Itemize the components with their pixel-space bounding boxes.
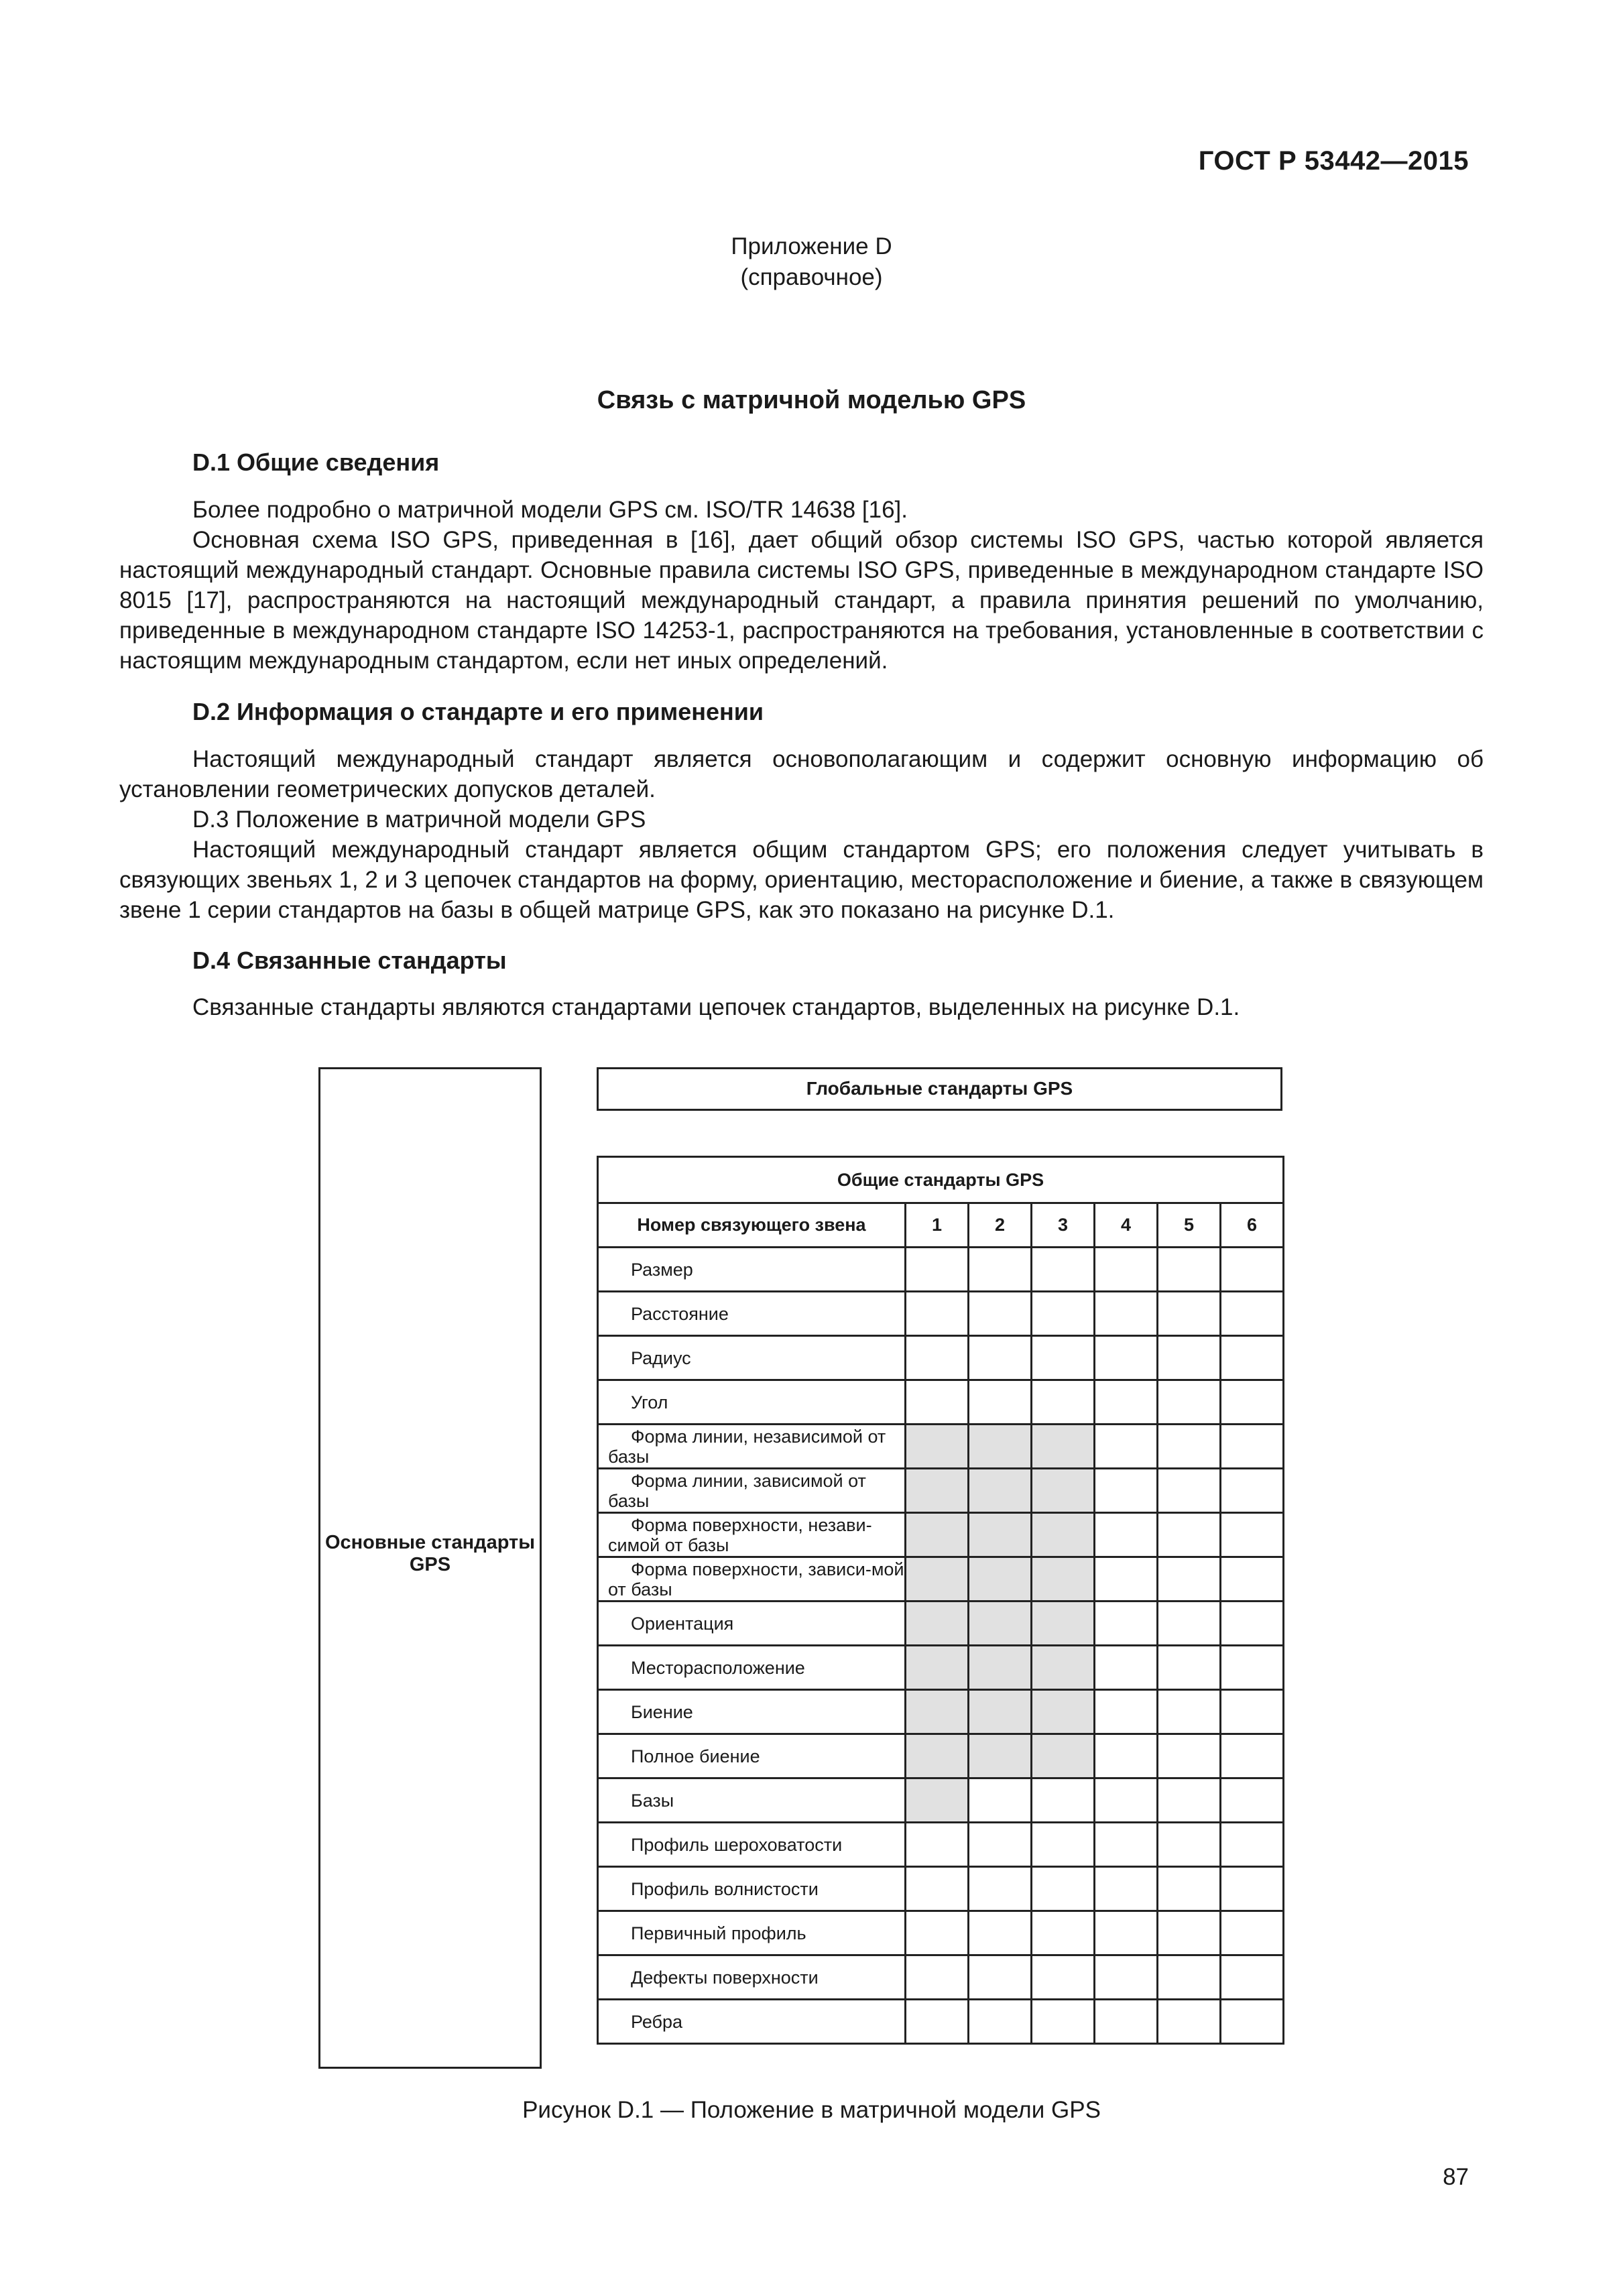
matrix-cell	[1221, 1469, 1284, 1513]
matrix-cell	[1095, 1380, 1158, 1425]
table-row	[598, 1911, 1284, 1955]
gps-matrix-table	[597, 1156, 1284, 2045]
link-column-header: 6	[1221, 1203, 1284, 1248]
matrix-cell	[1095, 1778, 1158, 1823]
table-row	[598, 1248, 1284, 1292]
matrix-cell	[1095, 1734, 1158, 1778]
matrix-cell	[1221, 1336, 1284, 1380]
matrix-cell	[1158, 1867, 1221, 1911]
paragraph: Основная схема ISO GPS, приведенная в [16], дает общий обзор системы ISO GPS, частью которой является настоящий международный стандарт. Основные правила системы ISO GPS, приведенные в международном стандарте ISO 8015 [17], распространяются на настоящий международный стандарт, а правила принятия решений по умолчанию, приведенные в международном стандарте ISO 14253-1, распространяются на требования, установленные в соответствии с настоящим международным стандартом, если нет иных определений.	[119, 527, 1484, 674]
row-label: Радиус	[598, 1336, 906, 1380]
section-d2-title: D.2 Информация о стандарте и его применении	[192, 698, 764, 725]
matrix-cell	[1221, 1248, 1284, 1292]
link-column-header: 3	[1032, 1203, 1095, 1248]
matrix-cell	[969, 1513, 1032, 1557]
matrix-cell	[969, 1778, 1032, 1823]
matrix-cell	[969, 1336, 1032, 1380]
matrix-cell	[969, 1867, 1032, 1911]
matrix-cell	[906, 1911, 969, 1955]
paragraph: Более подробно о матричной модели GPS см. ISO/TR 14638 [16].	[192, 497, 908, 523]
link-number-header: Номер связующего звена	[598, 1203, 906, 1248]
matrix-cell	[1221, 2000, 1284, 2044]
matrix-cell	[1158, 1823, 1221, 1867]
section-d4-title: D.4 Связанные стандарты	[192, 947, 507, 974]
matrix-cell	[1158, 1513, 1221, 1557]
matrix-cell	[969, 1292, 1032, 1336]
row-label: Размер	[598, 1248, 906, 1292]
matrix-cell	[906, 1292, 969, 1336]
matrix-cell	[906, 1248, 969, 1292]
matrix-cell	[1095, 1557, 1158, 1602]
matrix-cell	[1032, 1602, 1095, 1646]
table-row	[598, 1380, 1284, 1425]
matrix-cell	[1158, 2000, 1221, 2044]
matrix-cell	[906, 1425, 969, 1469]
page-number: 87	[1443, 2164, 1469, 2190]
matrix-cell	[1032, 1336, 1095, 1380]
common-standards-header: Общие стандарты GPS	[598, 1157, 1284, 1203]
global-standards-box: Глобальные стандарты GPS	[597, 1067, 1282, 1111]
matrix-cell	[1032, 1911, 1095, 1955]
matrix-cell	[1221, 1867, 1284, 1911]
document-number: ГОСТ Р 53442—2015	[1198, 146, 1469, 176]
matrix-cell	[906, 1557, 969, 1602]
matrix-cell	[1158, 1248, 1221, 1292]
table-row	[598, 1336, 1284, 1380]
matrix-cell	[1221, 1513, 1284, 1557]
basic-standards-box	[318, 1067, 542, 2069]
annex-name: Приложение D	[731, 233, 892, 259]
matrix-cell	[1221, 1557, 1284, 1602]
table-row	[598, 2000, 1284, 2044]
matrix-cell	[1221, 1911, 1284, 1955]
matrix-cell	[969, 1646, 1032, 1690]
matrix-cell	[969, 1911, 1032, 1955]
matrix-cell	[906, 1955, 969, 2000]
matrix-cell	[1221, 1778, 1284, 1823]
table-row	[598, 1602, 1284, 1646]
matrix-cell	[969, 1955, 1032, 2000]
row-label: Форма линии, независимой от базы	[598, 1425, 906, 1469]
row-label: Дефекты поверхности	[598, 1955, 906, 2000]
matrix-cell	[1158, 1469, 1221, 1513]
matrix-cell	[1095, 1248, 1158, 1292]
matrix-cell	[906, 2000, 969, 2044]
link-column-header: 4	[1095, 1203, 1158, 1248]
link-column-header: 5	[1158, 1203, 1221, 1248]
section-d4-body	[119, 992, 1484, 1022]
matrix-cell	[1032, 2000, 1095, 2044]
matrix-cell	[1221, 1690, 1284, 1734]
table-row	[598, 1690, 1284, 1734]
matrix-cell	[906, 1646, 969, 1690]
table-row	[598, 1646, 1284, 1690]
row-label: Форма линии, зависимой от базы	[598, 1469, 906, 1513]
matrix-cell	[1032, 1513, 1095, 1557]
link-column-header: 2	[969, 1203, 1032, 1248]
row-label: Ребра	[598, 2000, 906, 2044]
table-row	[598, 1778, 1284, 1823]
row-label: Форма поверхности, незави-симой от базы	[598, 1513, 906, 1557]
matrix-cell	[969, 1690, 1032, 1734]
matrix-cell	[1095, 1513, 1158, 1557]
matrix-cell	[1158, 1380, 1221, 1425]
table-row	[598, 1292, 1284, 1336]
row-label: Расстояние	[598, 1292, 906, 1336]
section-d1-body	[119, 495, 1484, 676]
matrix-cell	[1032, 1248, 1095, 1292]
table-row	[598, 1513, 1284, 1557]
row-label: Профиль волнистости	[598, 1867, 906, 1911]
table-row	[598, 1955, 1284, 2000]
matrix-cell	[969, 1734, 1032, 1778]
page-title: Связь с матричной моделью GPS	[597, 386, 1026, 414]
matrix-cell	[1221, 1602, 1284, 1646]
matrix-cell	[1032, 1955, 1095, 2000]
row-label: Профиль шероховатости	[598, 1823, 906, 1867]
row-label: Первичный профиль	[598, 1911, 906, 1955]
matrix-cell	[906, 1380, 969, 1425]
matrix-cell	[1032, 1734, 1095, 1778]
matrix-cell	[1032, 1425, 1095, 1469]
matrix-cell	[1095, 1867, 1158, 1911]
matrix-cell	[1158, 1602, 1221, 1646]
matrix-cell	[1032, 1646, 1095, 1690]
paragraph: Связанные стандарты являются стандартами цепочек стандартов, выделенных на рисунке D.1.	[192, 994, 1240, 1020]
table-row	[598, 1734, 1284, 1778]
matrix-cell	[1032, 1690, 1095, 1734]
row-label: Ориентация	[598, 1602, 906, 1646]
matrix-cell	[1158, 1646, 1221, 1690]
matrix-cell	[1095, 1469, 1158, 1513]
matrix-cell	[1221, 1380, 1284, 1425]
matrix-cell	[1158, 1955, 1221, 2000]
table-row	[598, 1867, 1284, 1911]
matrix-cell	[1221, 1955, 1284, 2000]
matrix-cell	[906, 1734, 969, 1778]
matrix-cell	[906, 1513, 969, 1557]
row-label: Базы	[598, 1778, 906, 1823]
matrix-cell	[1032, 1867, 1095, 1911]
row-label: Угол	[598, 1380, 906, 1425]
matrix-cell	[1158, 1690, 1221, 1734]
section-d2-body	[119, 744, 1484, 925]
matrix-cell	[1221, 1646, 1284, 1690]
matrix-cell	[1095, 1646, 1158, 1690]
matrix-cell	[1032, 1778, 1095, 1823]
matrix-cell	[1032, 1823, 1095, 1867]
row-label: Форма поверхности, зависи-мой от базы	[598, 1557, 906, 1602]
matrix-cell	[969, 1469, 1032, 1513]
matrix-cell	[1032, 1292, 1095, 1336]
matrix-cell	[969, 1823, 1032, 1867]
matrix-cell	[906, 1690, 969, 1734]
row-label: Биение	[598, 1690, 906, 1734]
paragraph: Настоящий международный стандарт является общим стандартом GPS; его положения следует учитывать в связующих звеньях 1, 2 и 3 цепочек стандартов на форму, ориентацию, месторасположение и биение, а также в связующем звене 1 серии стандартов на базы в общей матрице GPS, как это показано на рисунке D.1.	[119, 837, 1484, 923]
matrix-cell	[969, 1425, 1032, 1469]
matrix-cell	[1158, 1734, 1221, 1778]
matrix-cell	[1221, 1823, 1284, 1867]
matrix-cell	[1158, 1911, 1221, 1955]
matrix-cell	[1095, 1425, 1158, 1469]
table-row	[598, 1469, 1284, 1513]
matrix-cell	[906, 1469, 969, 1513]
matrix-cell	[969, 1248, 1032, 1292]
matrix-cell	[1095, 1823, 1158, 1867]
matrix-cell	[1095, 1690, 1158, 1734]
link-column-header: 1	[906, 1203, 969, 1248]
matrix-cell	[1221, 1292, 1284, 1336]
annex-type: (справочное)	[740, 264, 883, 290]
matrix-cell	[1095, 1911, 1158, 1955]
matrix-cell	[1158, 1778, 1221, 1823]
matrix-cell	[969, 2000, 1032, 2044]
matrix-cell	[1095, 1292, 1158, 1336]
matrix-cell	[1158, 1336, 1221, 1380]
matrix-cell	[1158, 1557, 1221, 1602]
matrix-cell	[969, 1602, 1032, 1646]
matrix-cell	[1032, 1557, 1095, 1602]
matrix-cell	[1032, 1469, 1095, 1513]
matrix-cell	[906, 1867, 969, 1911]
matrix-cell	[1032, 1380, 1095, 1425]
table-row	[598, 1823, 1284, 1867]
matrix-cell	[906, 1336, 969, 1380]
matrix-cell	[969, 1380, 1032, 1425]
matrix-cell	[1158, 1292, 1221, 1336]
row-label: Полное биение	[598, 1734, 906, 1778]
basic-standards-label: Основные стандарты GPS	[324, 1532, 536, 1575]
matrix-cell	[1095, 1602, 1158, 1646]
matrix-cell	[1095, 2000, 1158, 2044]
matrix-cell	[969, 1557, 1032, 1602]
table-row	[598, 1425, 1284, 1469]
row-label: Месторасположение	[598, 1646, 906, 1690]
section-d1-title: D.1 Общие сведения	[192, 448, 440, 476]
paragraph: Настоящий международный стандарт является основополагающим и содержит основную информацию об установлении геометрических допусков деталей.	[119, 746, 1484, 802]
matrix-cell	[906, 1778, 969, 1823]
matrix-cell	[1095, 1955, 1158, 2000]
matrix-cell	[906, 1602, 969, 1646]
matrix-cell	[1221, 1734, 1284, 1778]
matrix-cell	[1095, 1336, 1158, 1380]
table-row	[598, 1557, 1284, 1602]
figure-caption: Рисунок D.1 — Положение в матричной модели GPS	[522, 2097, 1101, 2123]
matrix-cell	[1158, 1425, 1221, 1469]
matrix-cell	[1221, 1425, 1284, 1469]
matrix-cell	[906, 1823, 969, 1867]
section-d3-title: D.3 Положение в матричной модели GPS	[192, 806, 646, 833]
